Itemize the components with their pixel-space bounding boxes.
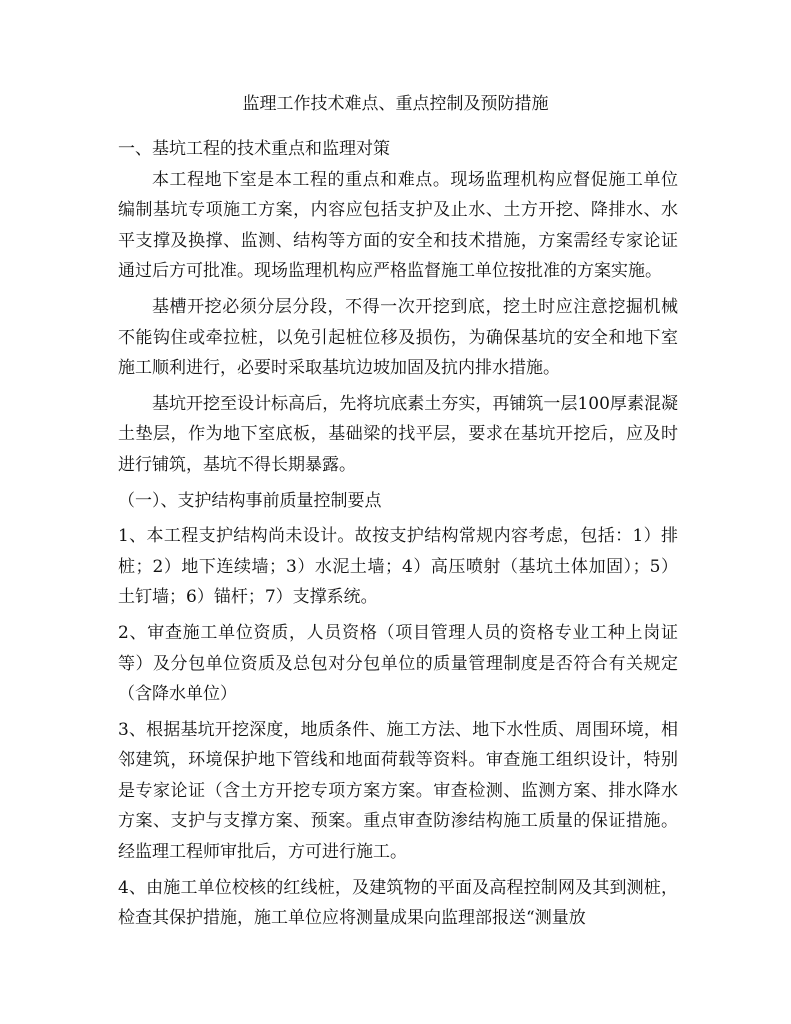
paragraph: 基坑开挖至设计标高后，先将坑底素土夯实，再铺筑一层100厚素混凝土垫层，作为地下室底板，基础梁的找平层，要求在基坑开挖后，应及时进行铺筑，基坑不得长期暴露。 xyxy=(118,393,678,475)
list-item: 3、根据基坑开挖深度，地质条件、施工方法、地下水性质、周围环境，相邻建筑，环境保护地下管线和地面荷载等资料。审查施工组织设计，特别是专家论证（含土方开挖专项方案方案。审查检测、监测方案、排水降水方案、支护与支撑方案、预案。重点审查防渗结构施工质量的保证措施。经监理工程师审批后，方可进行施工。 xyxy=(118,719,678,863)
list-item: 1、本工程支护结构尚未设计。故按支护结构常规内容考虑，包括：1）排桩；2）地下连续墙；3）水泥土墙；4）高压喷射（基坑土体加固）；5）土钉墙；6）锚杆；7）支撑系统。 xyxy=(118,526,678,608)
list-item: 2、审查施工单位资质，人员资格（项目管理人员的资格专业工种上岗证等）及分包单位资质及总包对分包单位的质量管理制度是否符合有关规定（含降水单位） xyxy=(118,622,678,705)
document-body xyxy=(118,134,678,939)
subsection-heading: （一）、支护结构事前质量控制要点 xyxy=(118,490,382,511)
list-item: 4、由施工单位校核的红线桩，及建筑物的平面及高程控制网及其到测桩，检查其保护措施，施工单位应将测量成果向监理部报送“测量放 xyxy=(118,877,678,929)
paragraph: 基槽开挖必须分层分段，不得一次开挖到底，挖土时应注意挖掘机械不能钩住或牵拉桩，以免引起桩位移及损伤，为确保基坑的安全和地下室施工顺利进行，必要时采取基坑边坡加固及抗内排水措施。 xyxy=(118,296,678,379)
paragraph: 本工程地下室是本工程的重点和难点。现场监理机构应督促施工单位编制基坑专项施工方案，内容应包括支护及止水、土方开挖、降排水、水平支撑及换撑、监测、结构等方面的安全和技术措施，方案需经专家论证通过后方可批准。现场监理机构应严格监督施工单位按批准的方案实施。 xyxy=(118,169,678,282)
section-heading: 一、基坑工程的技术重点和监理对策 xyxy=(118,139,390,159)
document-title: 监理工作技术难点、重点控制及预防措施 xyxy=(242,94,549,114)
